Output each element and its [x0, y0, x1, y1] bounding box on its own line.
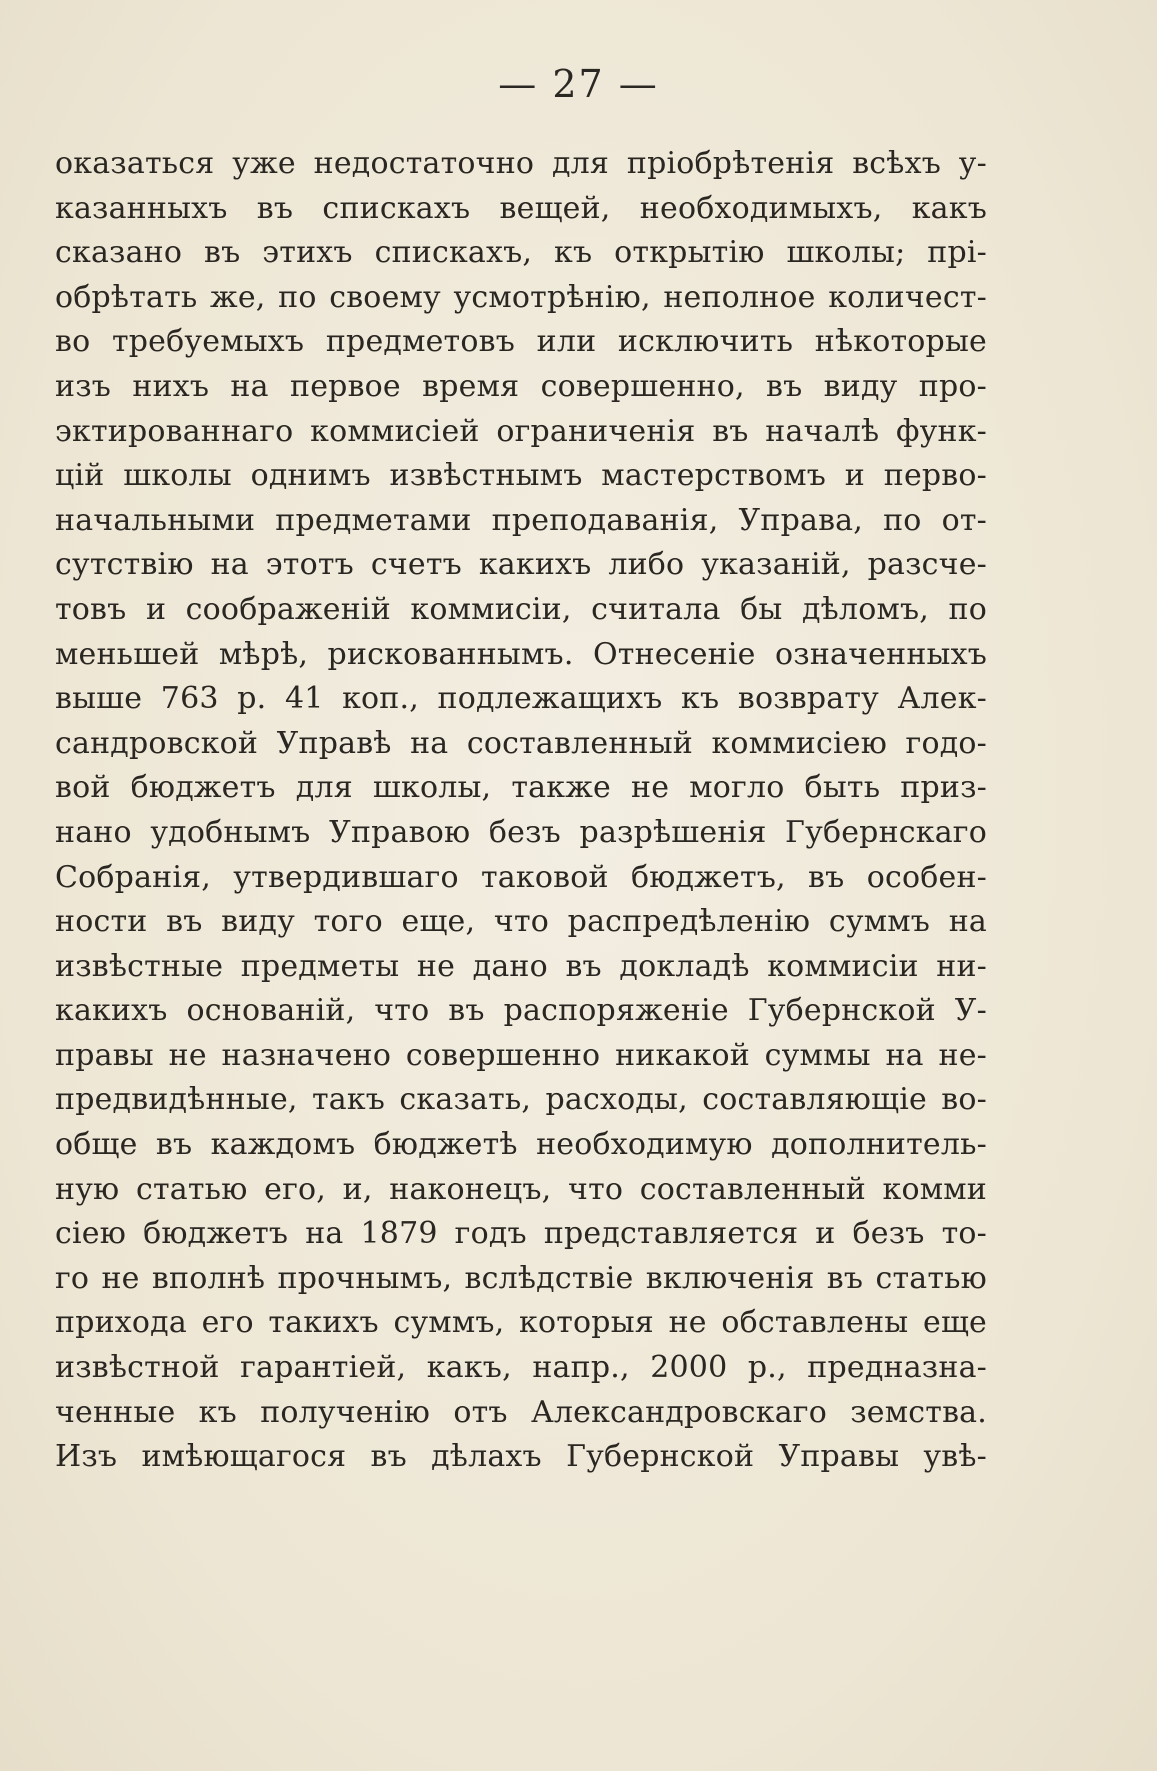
text-line: предвидѣнные, такъ сказать, расходы, составляющіе во- — [55, 1082, 987, 1118]
text-line: обще въ каждомъ бюджетѣ необходимую дополнитель- — [55, 1127, 987, 1163]
text-line: выше 763 р. 41 коп., подлежащихъ къ возврату Алек- — [55, 681, 987, 717]
text-line: нано удобнымъ Управою безъ разрѣшенія Губернскаго — [55, 814, 987, 850]
text-line: сандровской Управѣ на составленный коммисіею годо- — [55, 725, 987, 761]
text-line: меньшей мѣрѣ, рискованнымъ. Отнесеніе означенныхъ — [55, 636, 987, 672]
text-line: го не вполнѣ прочнымъ, вслѣдствіе включенія въ статью — [55, 1260, 987, 1296]
text-line: эктированнаго коммисіей ограниченія въ началѣ функ- — [55, 413, 987, 449]
text-line: какихъ основаній, что въ распоряженіе Губернской У- — [55, 993, 987, 1029]
text-line: цій школы однимъ извѣстнымъ мастерствомъ и перво- — [55, 458, 987, 494]
text-line: правы не назначено совершенно никакой суммы на не- — [55, 1037, 987, 1073]
text-line: ченные къ полученію отъ Александровскаго земства. — [55, 1394, 987, 1430]
body-text — [55, 142, 987, 1480]
text-line: ную статью его, и, наконецъ, что составленный комми — [55, 1171, 987, 1207]
page-number: — 27 — — [498, 62, 659, 106]
text-line: начальными предметами преподаванія, Управа, по от- — [55, 502, 987, 538]
text-line: сутствію на этотъ счетъ какихъ либо указаній, разсче- — [55, 547, 987, 583]
text-line: Собранія, утвердившаго таковой бюджетъ, въ особен- — [55, 859, 987, 895]
text-line: оказаться уже недостаточно для пріобрѣтенія всѣхъ у- — [55, 146, 987, 181]
text-line: прихода его такихъ суммъ, которыя не обставлены еще — [55, 1305, 987, 1341]
text-line: Изъ имѣющагося въ дѣлахъ Губернской Управы увѣ- — [55, 1439, 987, 1475]
text-line: вой бюджетъ для школы, также не могло быть приз- — [55, 770, 987, 806]
text-line: изъ нихъ на первое время совершенно, въ виду про- — [55, 368, 987, 404]
text-line: товъ и соображеній коммисіи, считала бы дѣломъ, по — [55, 591, 987, 627]
text-line: ности въ виду того еще, что распредѣленію суммъ на — [55, 904, 987, 940]
text-line: сіею бюджетъ на 1879 годъ представляется и безъ то- — [55, 1216, 987, 1252]
text-line: извѣстной гарантіей, какъ, напр., 2000 р., предназна- — [55, 1350, 987, 1386]
text-line: извѣстные предметы не дано въ докладѣ коммисіи ни- — [55, 948, 987, 984]
text-line: во требуемыхъ предметовъ или исключить нѣкоторые — [55, 324, 987, 360]
text-line: обрѣтать же, по своему усмотрѣнію, неполное количест- — [55, 279, 987, 315]
text-line: сказано въ этихъ спискахъ, къ открытію школы; прі- — [55, 235, 987, 271]
text-line: казанныхъ въ спискахъ вещей, необходимыхъ, какъ — [55, 190, 987, 226]
